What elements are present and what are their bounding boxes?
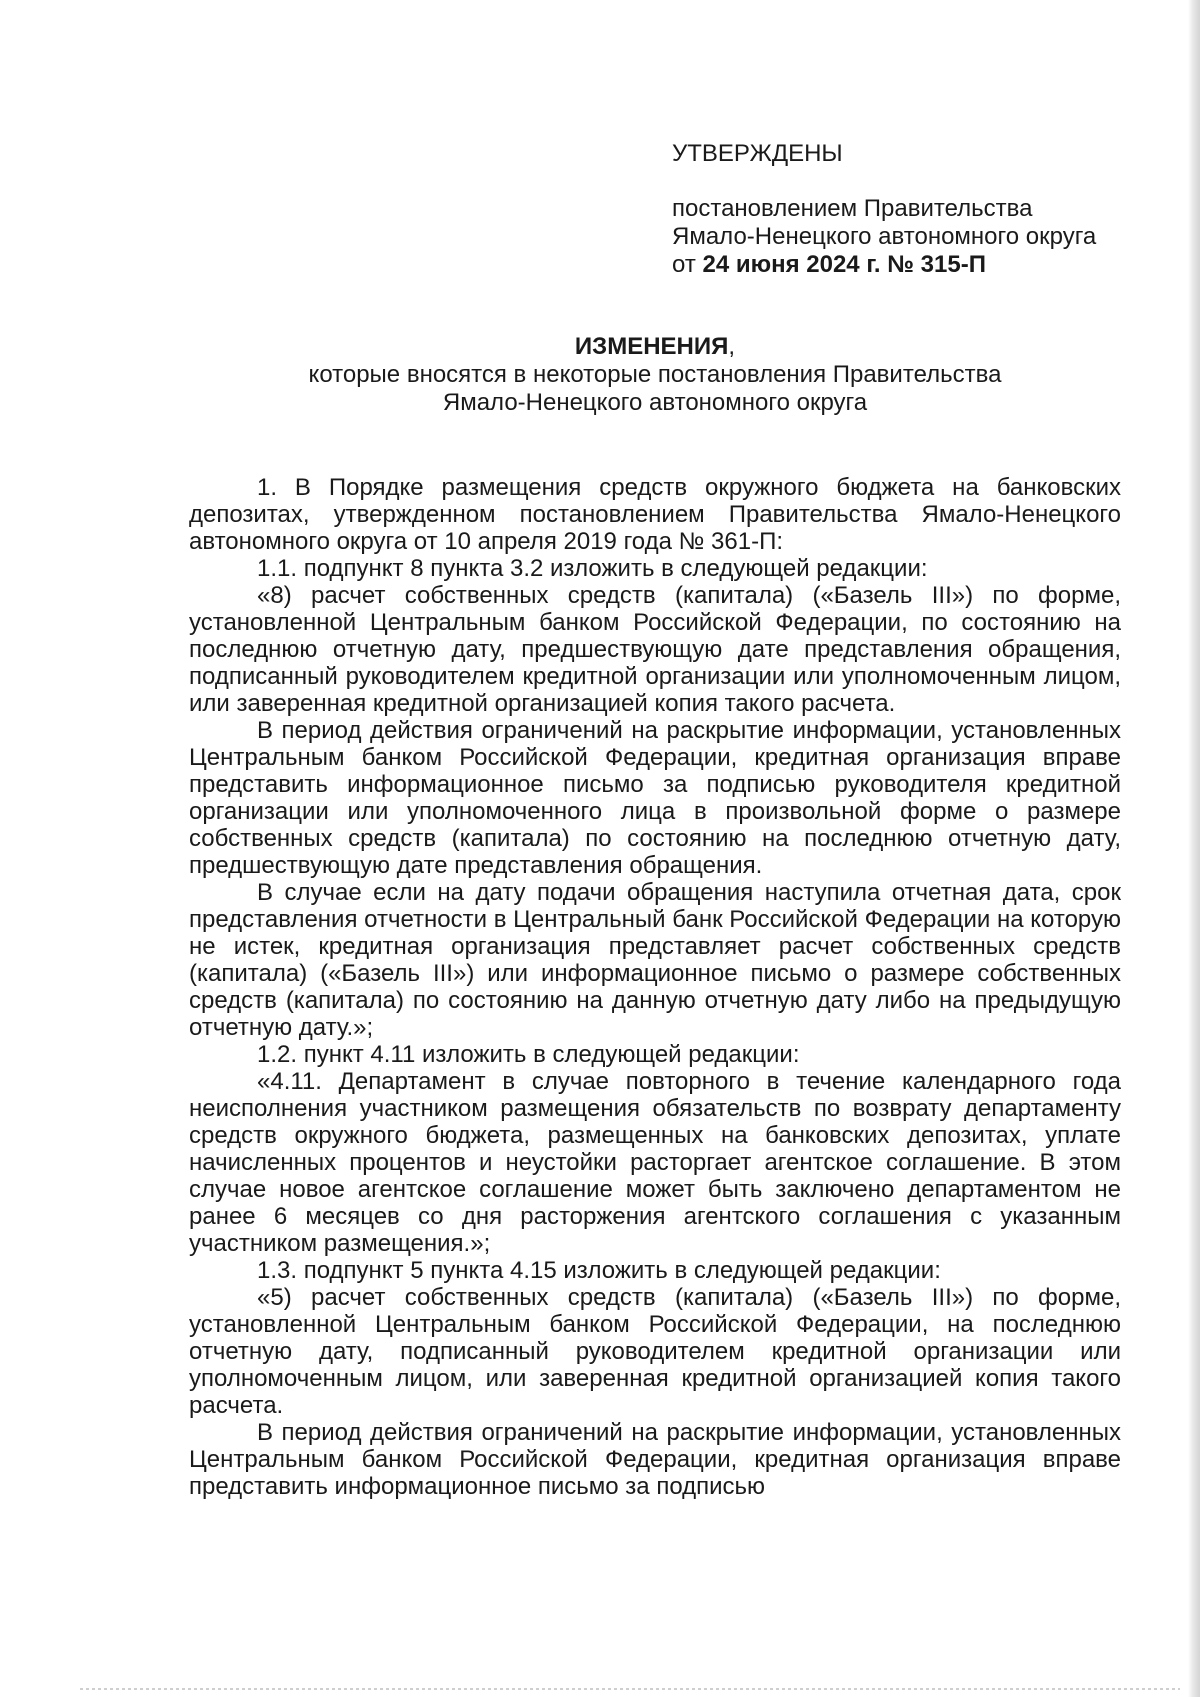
scan-bottom-edge bbox=[80, 1688, 1180, 1690]
approval-line-1: постановлением Правительства bbox=[672, 195, 1033, 222]
approval-stamp: УТВЕРЖДЕНЫ bbox=[672, 140, 843, 167]
heading-title-line bbox=[189, 333, 1121, 361]
document-body bbox=[189, 474, 1121, 1500]
scan-right-edge bbox=[1188, 0, 1200, 1697]
paragraph: «5) расчет собственных средств (капитала) («Базель III») по форме, установленной Центральным банком Российской Федерации, на последнюю отчетную дату, подписанный руководителем кредитной организации или уполномоченным лицом, или заверенная кредитной организацией копия такого расчета. bbox=[189, 1284, 1121, 1419]
paragraph: В период действия ограничений на раскрытие информации, установленных Центральным банком Российской Федерации, кредитная организация вправе представить информационное письмо за подписью bbox=[189, 1419, 1121, 1500]
approval-block bbox=[672, 140, 1172, 279]
document-heading bbox=[189, 333, 1121, 417]
approval-date-prefix: от bbox=[672, 251, 696, 278]
approval-date: 24 июня 2024 г. № 315-П bbox=[702, 251, 986, 278]
paragraph: 1.3. подпункт 5 пункта 4.15 изложить в следующей редакции: bbox=[257, 1257, 941, 1284]
heading-subtitle-1: которые вносятся в некоторые постановления Правительства bbox=[308, 361, 1002, 388]
paragraph: В случае если на дату подачи обращения наступила отчетная дата, срок представления отчетности в Центральный банк Российской Федерации на которую не истек, кредитная организация представляет расчет собственных средств (капитала) («Базель III») или информационное письмо о размере собственных средств (капитала) по состоянию на данную отчетную дату либо на предыдущую отчетную дату.»; bbox=[189, 879, 1121, 1041]
paragraph: «8) расчет собственных средств (капитала) («Базель III») по форме, установленной Центральным банком Российской Федерации, по состоянию на последнюю отчетную дату, предшествующую дате представления обращения, подписанный руководителем кредитной организации или уполномоченным лицом, или заверенная кредитной организацией копия такого расчета. bbox=[189, 582, 1121, 717]
paragraph: 1.2. пункт 4.11 изложить в следующей редакции: bbox=[257, 1041, 800, 1068]
paragraph: «4.11. Департамент в случае повторного в течение календарного года неисполнения участником размещения обязательств по возврату департаменту средств окружного бюджета, размещенных на банковских депозитах, уплате начисленных процентов и неустойки расторгает агентское соглашение. В этом случае новое агентское соглашение может быть заключено департаментом не ранее 6 месяцев со дня расторжения агентского соглашения с указанным участником размещения.»; bbox=[189, 1068, 1121, 1257]
heading-subtitle-2: Ямало-Ненецкого автономного округа bbox=[442, 389, 868, 416]
paragraph: В период действия ограничений на раскрытие информации, установленных Центральным банком Российской Федерации, кредитная организация вправе представить информационное письмо за подписью руководителя кредитной организации или уполномоченного лица в произвольной форме о размере собственных средств (капитала) по состоянию на последнюю отчетную дату, предшествующую дате представления обращения. bbox=[189, 717, 1121, 879]
heading-title: ИЗМЕНЕНИЯ bbox=[574, 333, 729, 360]
approval-date-line bbox=[672, 251, 1172, 279]
paragraph: 1. В Порядке размещения средств окружного бюджета на банковских депозитах, утвержденном постановлением Правительства Ямало-Ненецкого автономного округа от 10 апреля 2019 года № 361-П: bbox=[189, 474, 1121, 555]
paragraph: 1.1. подпункт 8 пункта 3.2 изложить в следующей редакции: bbox=[257, 555, 928, 582]
heading-title-comma: , bbox=[728, 333, 736, 360]
approval-line-2: Ямало-Ненецкого автономного округа bbox=[672, 223, 1097, 250]
